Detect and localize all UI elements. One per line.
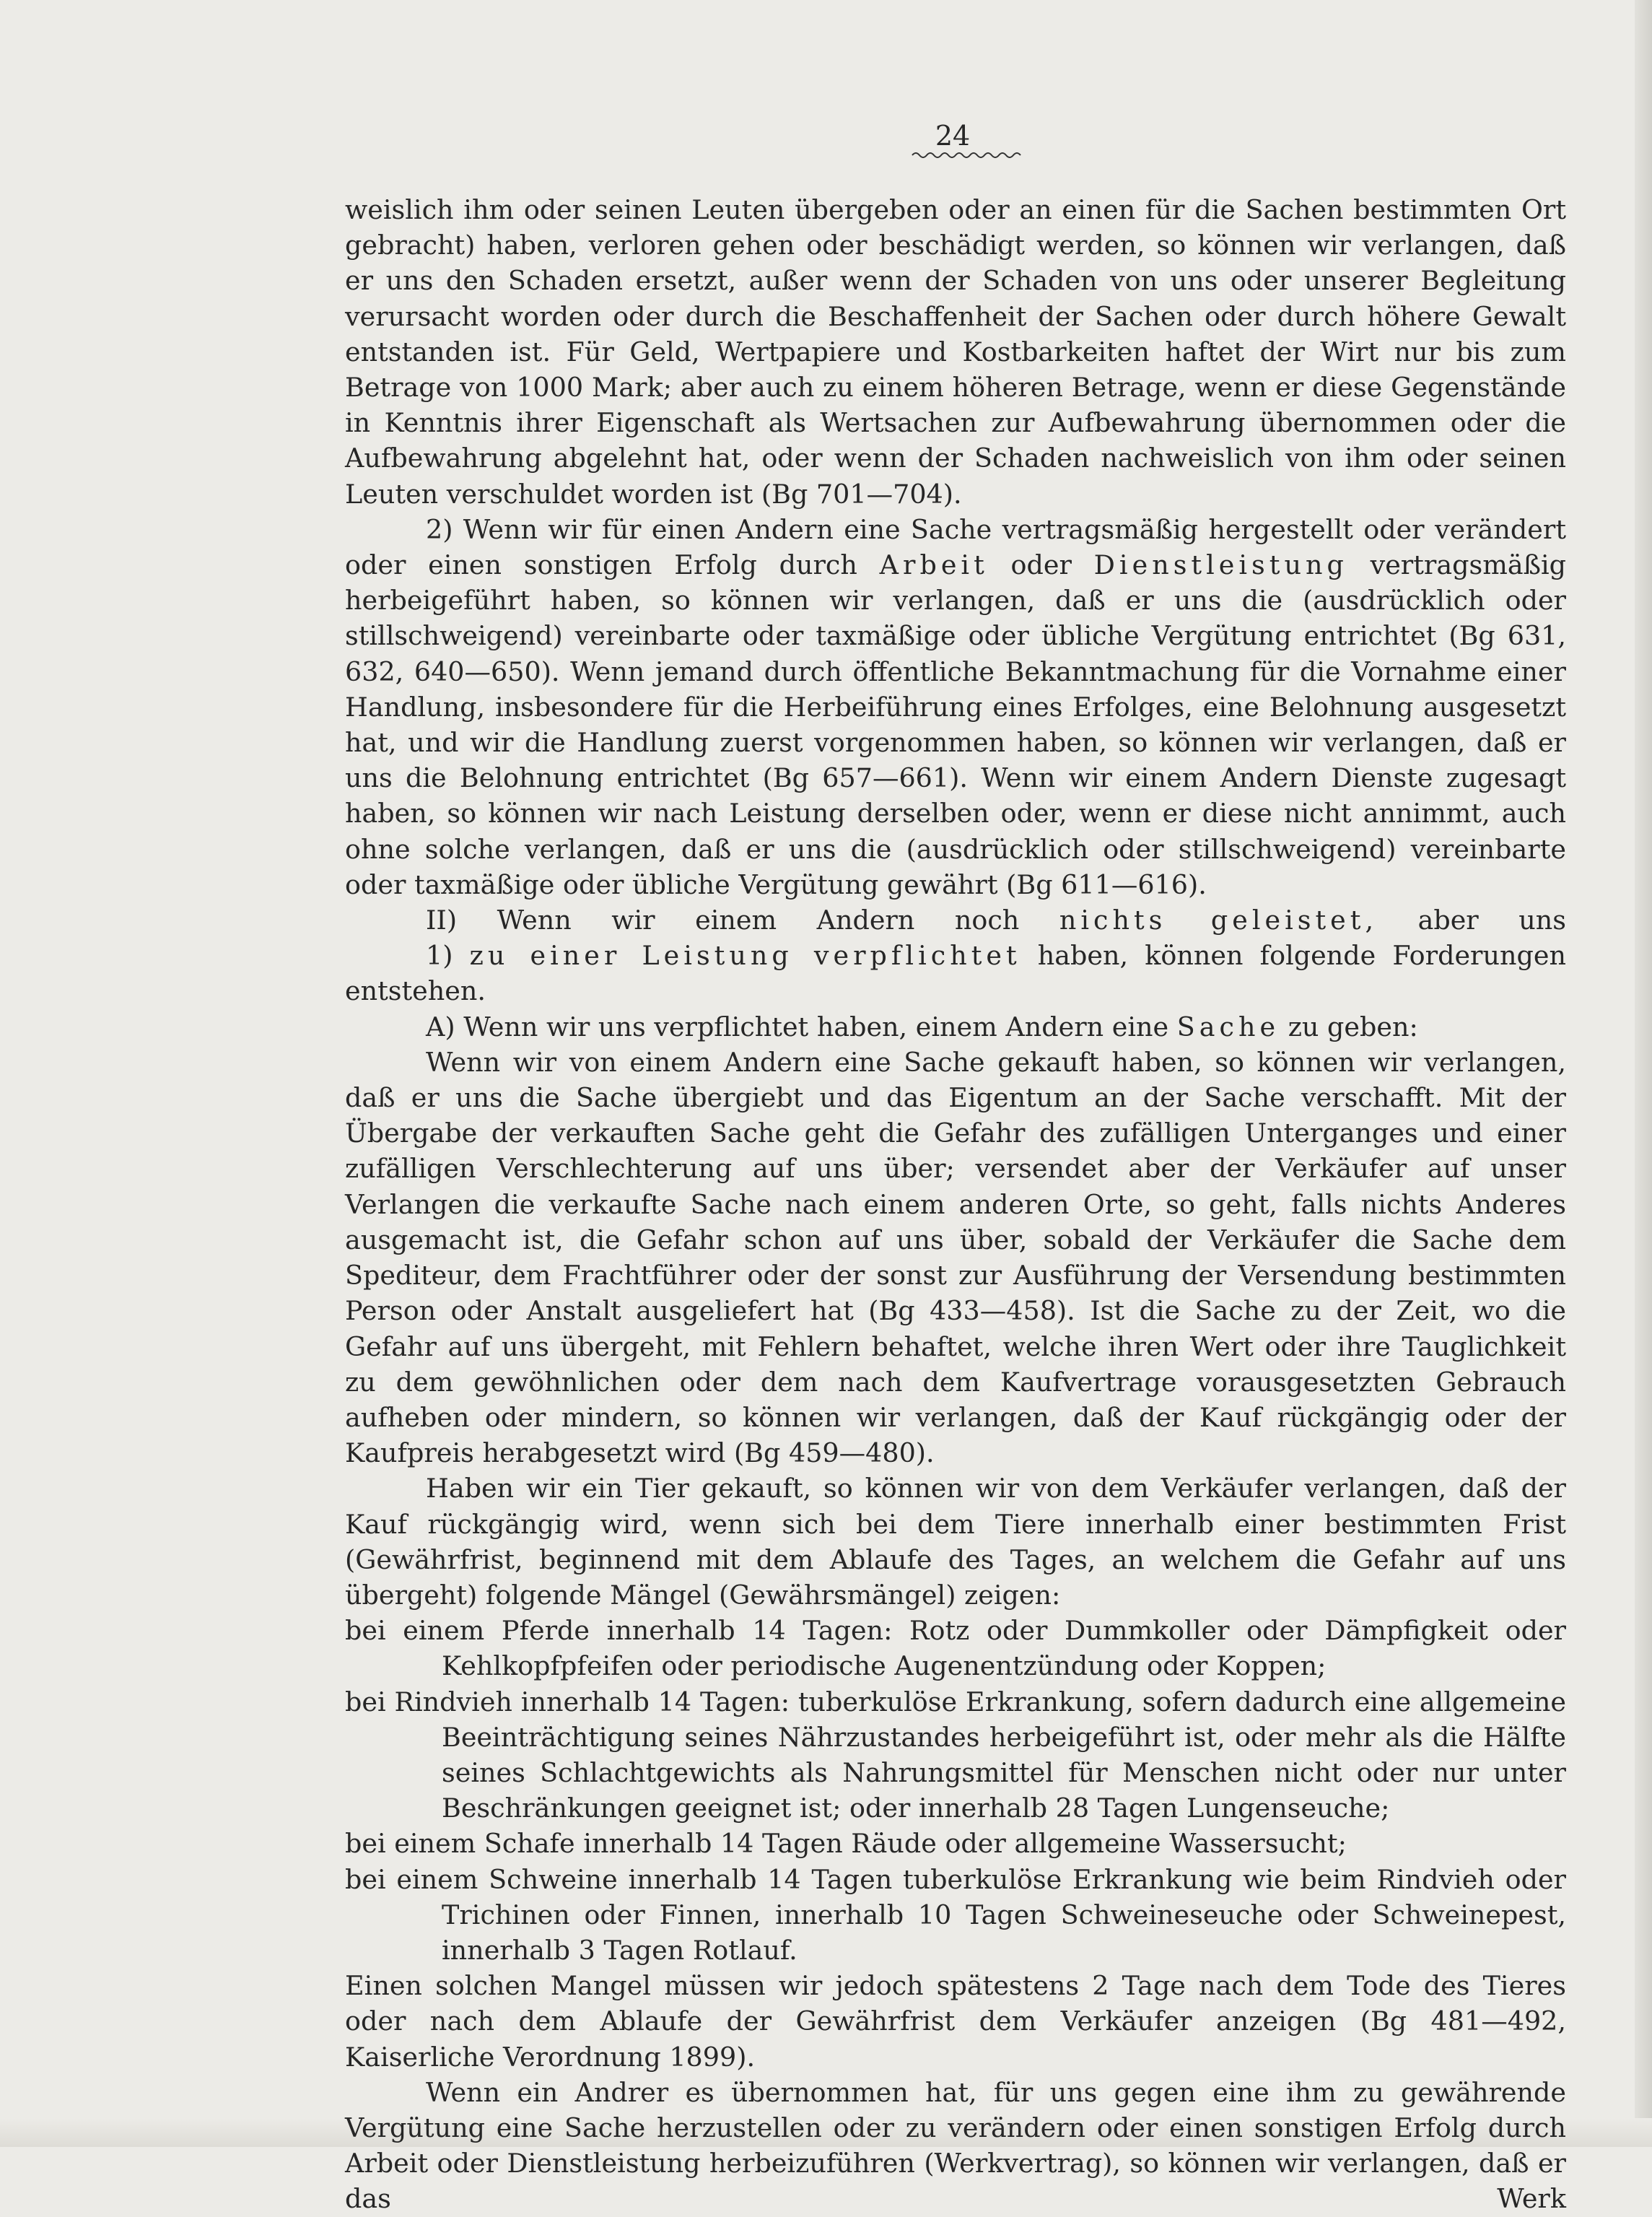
- spaced-emphasis-sache: Sache: [1176, 1011, 1280, 1042]
- body-text: [345, 192, 1566, 2217]
- list-item-horse: bei einem Pferde innerhalb 14 Tagen: Rotz oder Dummkoller oder Dämpfigkeit oder Kehlkopfpfeifen oder periodische Augenentzündung oder Koppen;: [345, 1615, 1566, 1682]
- list-item-pig: bei einem Schweine innerhalb 14 Tagen tuberkulöse Erkrankung wie beim Rindvieh oder Trichinen oder Finnen, innerhalb 10 Tagen Schweineseuche oder Schweinepest, innerhalb 3 Tagen Rotlauf.: [345, 1863, 1566, 1966]
- spaced-emphasis-leistung: zu einer Leistung verpflichtet: [469, 940, 1021, 972]
- paragraph-work-contract: Wenn ein Andrer es übernommen hat, für uns gegen eine ihm zu gewährende Vergütung eine Sache herzustellen oder zu verändern oder einen sonstigen Erfolg durch Arbeit oder Dienstleistung herbeizuführen (Werkvertrag), so können wir verlangen, daß er das Werk: [345, 2076, 1566, 2215]
- section-heading-ii: II) Wenn wir einem Andern noch nichts geleistet, aber uns: [426, 905, 1567, 936]
- page-edge-shadow: [1635, 0, 1652, 2147]
- paragraph-purchase: Wenn wir von einem Andern eine Sache gekauft haben, so können wir verlangen, daß er uns die Sache übergiebt und das Eigentum an der Sache verschafft. Mit der Übergabe der verkauften Sache geht die Gefahr des zufälligen Unterganges und einer zufälligen Verschlechterung auf uns über; versendet aber der Verkäufer auf unser Verlangen die verkaufte Sache nach einem anderen Orte, so geht, falls nichts Anderes ausgemacht ist, die Gefahr schon auf uns über, sobald der Verkäufer die Sache dem Spediteur, dem Frachtführer oder der sonst zur Ausführung der Versendung bestimmten Person oder Anstalt ausgeliefert hat (Bg 433—458). Ist die Sache zu der Zeit, wo die Gefahr auf uns übergeht, mit Fehlern behaftet, welche ihren Wert oder ihre Tauglichkeit zu dem gewöhnlichen oder dem nach dem Kaufvertrage vorausgesetzten Gebrauch aufheben oder mindern, so können wir verlangen, daß der Kauf rückgängig oder der Kaufpreis herabgesetzt wird (Bg 459—480).: [345, 1046, 1566, 1469]
- spaced-emphasis-arbeit: Arbeit: [879, 549, 989, 581]
- paragraph-animal-purchase: Haben wir ein Tier gekauft, so können wir von dem Verkäufer verlangen, daß der Kauf rückgängig wird, wenn sich bei dem Tiere innerhalb einer bestimmten Frist (Gewährfrist, beginnend mit dem Ablaufe des Tages, an welchem die Gefahr auf uns übergeht) folgende Mängel (Gewährsmängel) zeigen:: [345, 1473, 1566, 1611]
- section-heading-a: A) Wenn wir uns verpflichtet haben, einem Andern eine Sache zu geben:: [426, 1011, 1418, 1042]
- list-item-sheep: bei einem Schafe innerhalb 14 Tagen Räude oder allgemeine Wassersucht;: [345, 1828, 1347, 1860]
- paragraph-innkeeper-liability: weislich ihm oder seinen Leuten übergeben oder an einen für die Sachen bestimmten Ort gebracht) haben, verloren gehen oder beschädigt werden, so können wir verlangen, daß er uns den Schaden ersetzt, außer wenn der Schaden von uns oder unserer Begleitung verursacht worden oder durch die Beschaffenheit der Sachen oder durch höhere Gewalt entstanden ist. Für Geld, Wertpapiere und Kostbarkeiten haftet der Wirt nur bis zum Betrage von 1000 Mark; aber auch zu einem höheren Betrage, wenn er diese Gegenstände in Kenntnis ihrer Eigenschaft als Wertsachen zur Aufbewahrung übernommen oder die Aufbewahrung abgelehnt hat, oder wenn der Schaden nachweislich von ihm oder seinen Leuten verschuldet worden ist (Bg 701—704).: [345, 194, 1566, 510]
- decorative-wavy-rule: [911, 149, 1026, 162]
- spaced-emphasis-nichts: nichts geleistet,: [1059, 905, 1378, 936]
- spaced-emphasis-dienstleistung: Dienstleistung: [1093, 549, 1348, 581]
- paragraph-defect-notice: Einen solchen Mangel müssen wir jedoch spätestens 2 Tage nach dem Tode des Tieres oder nach dem Ablaufe der Gewährfrist dem Verkäufer anzeigen (Bg 481—492, Kaiserliche Verordnung 1899).: [345, 1970, 1566, 2073]
- page-number: 24: [935, 120, 971, 152]
- paragraph-remuneration: 2) Wenn wir für einen Andern eine Sache vertragsmäßig hergestellt oder verändert oder einen sonstigen Erfolg durch Arbeit oder Dienstleistung vertragsmäßig herbeigeführt haben, so können wir verlangen, daß er uns die (ausdrücklich oder stillschweigend) vereinbarte oder taxmäßige oder übliche Vergütung entrichtet (Bg 631, 632, 640—650). Wenn jemand durch öffentliche Bekanntmachung für die Vornahme einer Handlung, insbesondere für die Herbeiführung eines Erfolges, eine Belohnung ausgesetzt hat, und wir die Handlung zuerst vorgenommen haben, so können wir verlangen, daß er uns die Belohnung entrichtet (Bg 657—661). Wenn wir einem Andern Dienste zugesagt haben, so können wir nach Leistung derselben oder, wenn er diese nicht annimmt, auch ohne solche verlangen, daß er uns die (ausdrücklich oder stillschweigend) vereinbarte oder taxmäßige oder übliche Vergütung gewährt (Bg 611—616).: [345, 513, 1567, 900]
- list-item-cattle: bei Rindvieh innerhalb 14 Tagen: tuberkulöse Erkrankung, sofern dadurch eine allgemeine Beeinträchtigung seines Nährzustandes herbeigeführt ist, oder mehr als die Hälfte seines Schlachtgewichts als Nahrungsmittel für Menschen nicht oder nur unter Beschränkungen geeignet ist; oder innerhalb 28 Tagen Lungenseuche;: [345, 1686, 1566, 1824]
- section-heading-1: 1) zu einer Leistung verpflichtet haben, können folgende Forderungen entstehen.: [345, 940, 1566, 1007]
